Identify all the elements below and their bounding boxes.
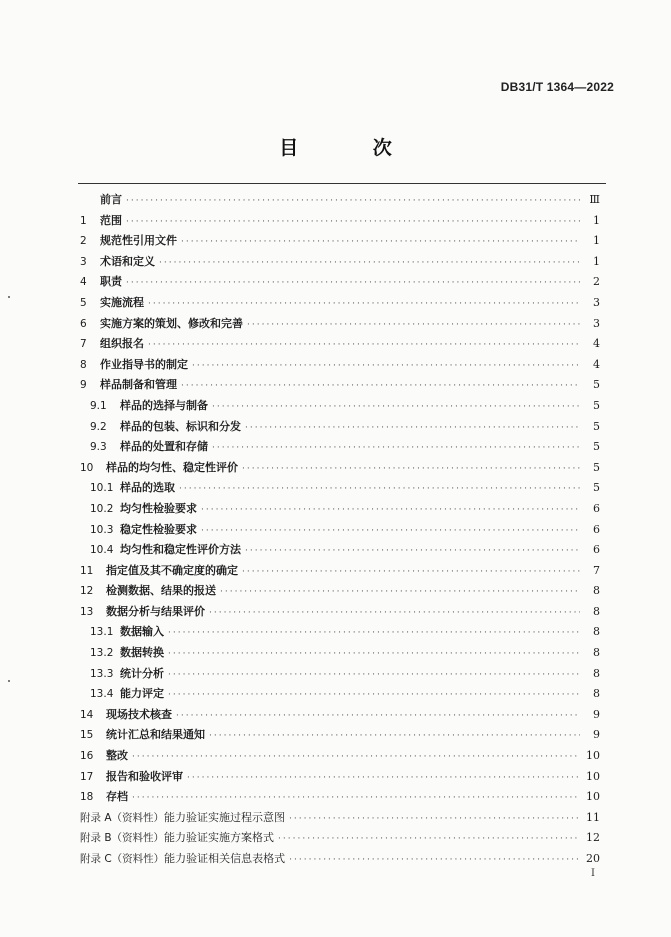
toc-entry[interactable]	[80, 252, 600, 273]
toc-entry-page: 1	[593, 234, 600, 248]
toc-leader-dots	[168, 644, 580, 665]
toc-entry-number: 15	[80, 729, 94, 742]
toc-entry-number: 6	[80, 317, 87, 330]
toc-entry[interactable]	[80, 314, 600, 335]
toc-entry[interactable]	[80, 478, 600, 499]
toc-entry-number: 17	[80, 770, 94, 783]
toc-entry-number: 10	[80, 461, 94, 474]
toc-entry-label: 能力验证实施过程示意图	[164, 810, 286, 824]
toc-leader-dots	[176, 706, 580, 727]
toc-entry-page: 9	[593, 728, 600, 742]
toc-entry-page: 11	[586, 810, 600, 824]
toc-entry-label: 范围	[100, 213, 122, 227]
scan-speck	[8, 680, 10, 682]
toc-entry[interactable]	[80, 808, 600, 829]
toc-entry-label: 能力评定	[120, 687, 164, 701]
toc-title: 目 次	[279, 137, 426, 159]
toc-entry-label: 现场技术核查	[106, 707, 172, 721]
toc-entry-number: 13.4	[90, 688, 114, 701]
toc-leader-dots	[245, 541, 580, 562]
toc-entry-label: 样品的选择与制备	[120, 398, 208, 412]
toc-leader-dots	[212, 438, 580, 459]
toc-entry-number: 2	[80, 235, 87, 248]
toc-leader-dots	[187, 768, 580, 789]
toc-leader-dots	[247, 315, 580, 336]
toc-entry-page: 10	[586, 749, 600, 763]
toc-entry-number: 13.2	[90, 647, 114, 660]
toc-entry-number: 附录 B（资料性）	[80, 832, 165, 845]
toc-entry-label: 存档	[106, 790, 128, 804]
toc-leader-dots	[209, 603, 580, 624]
toc-entry[interactable]	[80, 272, 600, 293]
toc-entry-page: 20	[586, 852, 600, 865]
toc-entry[interactable]	[80, 211, 600, 232]
toc-entry[interactable]	[80, 705, 600, 726]
toc-leader-dots	[168, 665, 580, 686]
toc-entry-number: 10.3	[90, 523, 114, 536]
toc-leader-dots	[168, 623, 580, 644]
toc-leader-dots	[126, 273, 580, 294]
toc-entry-number: 11	[80, 564, 94, 577]
toc-entry[interactable]	[80, 787, 600, 808]
toc-leader-dots	[181, 232, 580, 253]
toc-entry-number: 3	[80, 255, 87, 268]
toc-entry-number: 12	[80, 585, 94, 598]
toc-leader-dots	[245, 418, 580, 439]
toc-entry[interactable]	[80, 520, 600, 541]
toc-entry-page: 6	[593, 522, 600, 536]
toc-entry-page: 3	[593, 295, 600, 309]
toc-entry[interactable]	[80, 828, 600, 849]
toc-entry-label: 作业指导书的制定	[100, 357, 188, 371]
toc-leader-dots	[289, 809, 580, 830]
toc-entry-page: 6	[593, 501, 600, 515]
toc-entry-number: 9.3	[90, 441, 107, 454]
toc-leader-dots	[126, 191, 580, 212]
toc-entry-number: 13	[80, 605, 94, 618]
toc-leader-dots	[289, 850, 580, 871]
toc-entry-page: 5	[593, 440, 600, 454]
toc-leader-dots	[242, 459, 580, 480]
toc-leader-dots	[159, 253, 580, 274]
toc-entry-label: 组织报名	[100, 337, 144, 351]
toc-entry[interactable]	[80, 293, 600, 314]
toc-entry[interactable]	[80, 602, 600, 623]
toc-entry[interactable]	[80, 231, 600, 252]
toc-entry-number: 7	[80, 338, 87, 351]
toc-entry-number: 5	[80, 296, 87, 309]
toc-entry-page: 8	[593, 625, 600, 639]
toc-entry[interactable]	[80, 849, 600, 870]
toc-entry[interactable]	[80, 746, 600, 767]
toc-entry-label: 检测数据、结果的报送	[106, 584, 216, 598]
toc-entry[interactable]	[80, 396, 600, 417]
toc-entry[interactable]	[80, 540, 600, 561]
toc-entry-label: 统计汇总和结果通知	[106, 728, 205, 742]
toc-entry-label: 均匀性检验要求	[120, 501, 197, 515]
toc-entry-page: 10	[586, 790, 600, 804]
toc-entry-number: 1	[80, 214, 87, 227]
toc-entry-page: 7	[593, 563, 600, 577]
toc-entry-label: 实施流程	[100, 295, 144, 309]
toc-entry-label: 规范性引用文件	[100, 234, 177, 248]
toc-entry-page: 8	[593, 666, 600, 680]
toc-entry-number: 18	[80, 791, 94, 804]
table-of-contents	[80, 190, 600, 870]
toc-entry[interactable]	[80, 375, 600, 396]
toc-entry-number: 14	[80, 708, 94, 721]
toc-leader-dots	[148, 335, 580, 356]
toc-entry-page: 5	[593, 419, 600, 433]
toc-entry[interactable]	[80, 561, 600, 582]
toc-entry-page: 10	[586, 769, 600, 783]
toc-entry-label: 能力验证相关信息表格式	[164, 852, 286, 865]
toc-entry-label: 报告和验收评审	[106, 769, 183, 783]
toc-entry-label: 指定值及其不确定度的确定	[106, 563, 238, 577]
toc-entry-number: 13.3	[90, 667, 114, 680]
toc-leader-dots	[181, 376, 580, 397]
toc-leader-dots	[201, 500, 580, 521]
toc-leader-dots	[242, 562, 580, 583]
toc-leader-dots	[132, 747, 580, 768]
toc-entry-label: 统计分析	[120, 666, 164, 680]
toc-entry-page: 1	[593, 213, 600, 227]
toc-entry-label: 样品的处置和存储	[120, 440, 208, 454]
toc-leader-dots	[209, 726, 580, 747]
toc-entry-label: 均匀性和稳定性评价方法	[120, 543, 241, 557]
toc-entry-page: 3	[593, 316, 600, 330]
toc-entry-label: 数据转换	[120, 646, 164, 660]
toc-leader-dots	[132, 788, 580, 809]
toc-entry-number: 10.4	[90, 544, 114, 557]
toc-leader-dots	[168, 685, 580, 706]
toc-entry-number: 9	[80, 379, 87, 392]
page-number: I	[591, 868, 595, 879]
toc-entry[interactable]	[80, 664, 600, 685]
toc-entry-number: 9.2	[90, 420, 107, 433]
toc-entry[interactable]	[80, 190, 600, 211]
toc-leader-dots	[220, 582, 580, 603]
toc-entry-label: 样品的包装、标识和分发	[120, 419, 241, 433]
toc-entry-page: 8	[593, 646, 600, 660]
toc-entry-number: 10.2	[90, 502, 114, 515]
toc-entry-page: 12	[586, 831, 600, 845]
toc-leader-dots	[148, 294, 580, 315]
toc-entry-page: 6	[593, 543, 600, 557]
toc-entry-label: 整改	[106, 749, 128, 763]
toc-entry[interactable]	[80, 581, 600, 602]
toc-entry[interactable]	[80, 622, 600, 643]
toc-entry[interactable]	[80, 417, 600, 438]
toc-entry-number: 16	[80, 750, 94, 763]
toc-entry[interactable]	[80, 334, 600, 355]
toc-entry-page: 8	[593, 604, 600, 618]
toc-entry[interactable]	[80, 684, 600, 705]
toc-leader-dots	[201, 521, 580, 542]
toc-leader-dots	[126, 212, 580, 233]
toc-entry-page: Ⅲ	[589, 193, 600, 206]
toc-entry-page: 5	[593, 398, 600, 412]
toc-entry-number: 10.1	[90, 482, 114, 495]
toc-entry-page: 5	[593, 481, 600, 495]
toc-entry-number: 附录 A（资料性）	[80, 811, 165, 824]
toc-entry[interactable]	[80, 458, 600, 479]
toc-entry[interactable]	[80, 437, 600, 458]
title-rule	[78, 183, 606, 184]
toc-leader-dots	[179, 479, 580, 500]
toc-entry-label: 前言	[100, 193, 122, 206]
toc-entry-number: 附录 C（资料性）	[80, 853, 165, 865]
toc-leader-dots	[278, 829, 580, 850]
toc-entry-label: 术语和定义	[100, 254, 155, 268]
toc-entry[interactable]	[80, 725, 600, 746]
toc-entry-label: 样品的均匀性、稳定性评价	[106, 460, 238, 474]
toc-entry-label: 样品制备和管理	[100, 378, 177, 392]
toc-entry-label: 数据分析与结果评价	[106, 604, 205, 618]
toc-entry-label: 能力验证实施方案格式	[164, 831, 275, 845]
toc-entry-page: 5	[593, 378, 600, 392]
toc-entry-page: 2	[593, 275, 600, 289]
scan-speck	[8, 296, 10, 298]
document-code: DB31/T 1364—2022	[500, 80, 614, 94]
toc-entry-label: 实施方案的策划、修改和完善	[100, 316, 243, 330]
toc-entry-page: 5	[593, 460, 600, 474]
toc-leader-dots	[192, 356, 580, 377]
toc-entry-label: 样品的选取	[120, 481, 175, 495]
toc-entry-number: 9.1	[90, 399, 107, 412]
toc-entry-page: 9	[593, 707, 600, 721]
toc-entry[interactable]	[80, 767, 600, 788]
toc-leader-dots	[212, 397, 580, 418]
toc-entry-page: 4	[593, 337, 600, 351]
toc-entry-label: 职责	[100, 275, 122, 289]
toc-entry-number: 4	[80, 276, 87, 289]
toc-entry[interactable]	[80, 499, 600, 520]
toc-entry-label: 数据输入	[120, 625, 164, 639]
toc-entry-page: 4	[593, 357, 600, 371]
toc-entry-label: 稳定性检验要求	[120, 522, 197, 536]
toc-entry-number: 8	[80, 358, 87, 371]
toc-entry-page: 8	[593, 584, 600, 598]
toc-entry[interactable]	[80, 643, 600, 664]
toc-entry-number: 13.1	[90, 626, 114, 639]
toc-entry-page: 8	[593, 687, 600, 701]
toc-entry[interactable]	[80, 355, 600, 376]
toc-entry-page: 1	[593, 254, 600, 268]
